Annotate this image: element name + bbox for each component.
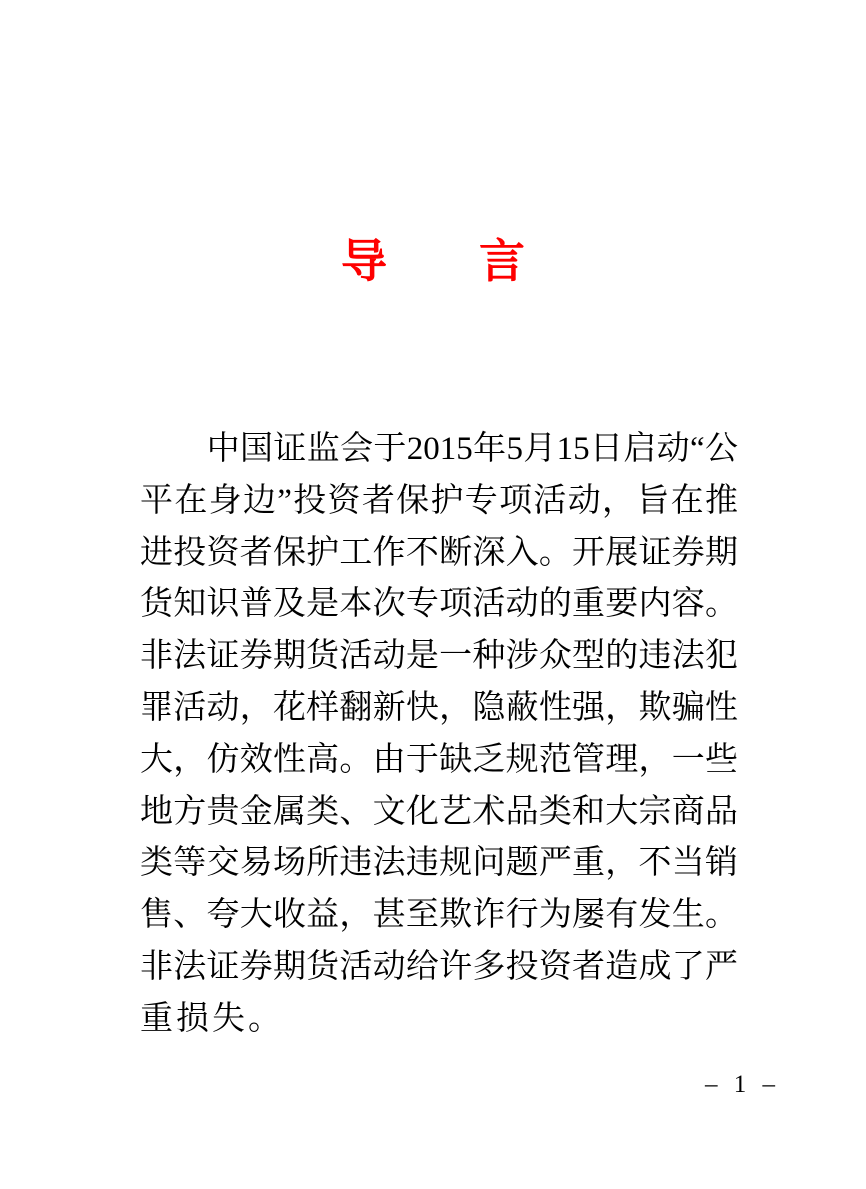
body-line: 地方贵金属类、文化艺术品类和大宗商品 [140, 793, 738, 830]
page-number: – 1 – [705, 1071, 775, 1098]
body-line: 售、夸大收益，甚至欺诈行为屡有发生。 [140, 897, 738, 934]
body-line: 中国证监会于2015年5月15日启动“公 [140, 431, 738, 467]
body-line: 大，仿效性高。由于缺乏规范管理，一些 [140, 741, 738, 778]
body-line: 进投资者保护工作不断深入。开展证券期 [140, 534, 738, 571]
body-line: 罪活动，花样翻新快，隐蔽性强，欺骗性 [140, 689, 738, 726]
body-line: 货知识普及是本次专项活动的重要内容。 [140, 586, 738, 623]
page-title: 导 言 [341, 236, 525, 287]
body-line: 非法证券期货活动是一种涉众型的违法犯 [140, 638, 738, 675]
body-line: 重损失。 [140, 1000, 284, 1037]
body-line: 平在身边”投资者保护专项活动，旨在推 [140, 482, 738, 519]
body-text [140, 424, 738, 1046]
body-line: 非法证券期货活动给许多投资者造成了严 [140, 948, 738, 985]
body-line: 类等交易场所违法违规问题严重，不当销 [140, 845, 738, 882]
